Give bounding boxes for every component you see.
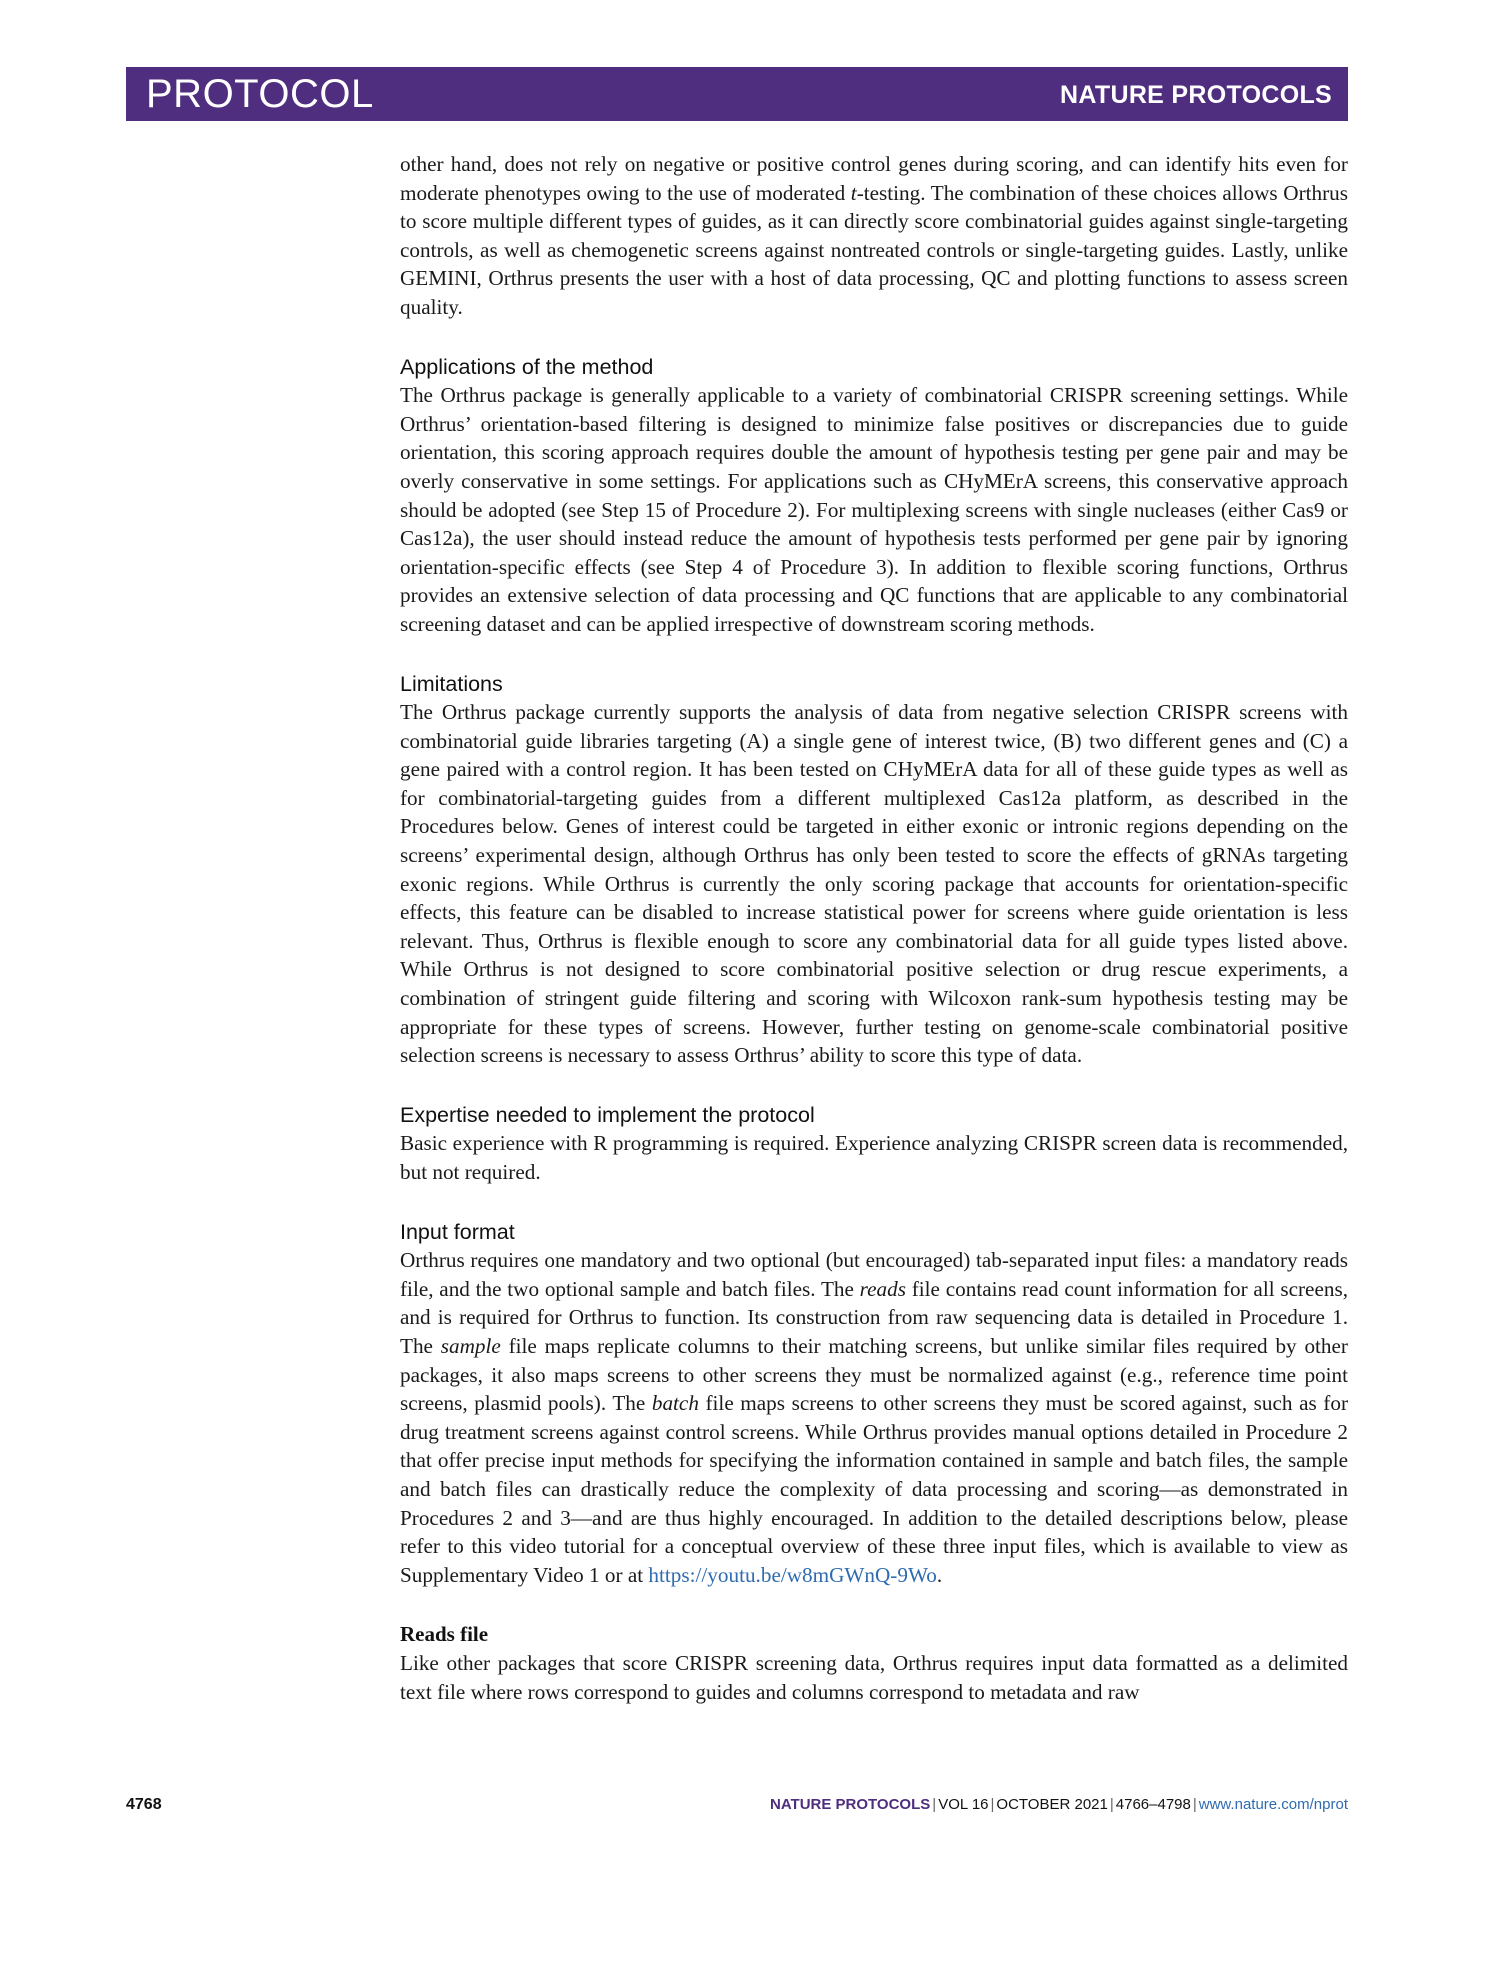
article-body	[400, 150, 1348, 1706]
reads-file-paragraph: Like other packages that score CRISPR screening data, Orthrus requires input data formatted as a delimited text file where rows correspond to guides and columns correspond to metadata and raw	[400, 1650, 1348, 1704]
footer-date: OCTOBER 2021	[996, 1796, 1108, 1813]
expertise-paragraph: Basic experience with R programming is required. Experience analyzing CRISPR screen data is recommended, but not required.	[400, 1131, 1348, 1184]
expertise-section	[400, 1101, 1348, 1187]
footer-url[interactable]: www.nature.com/nprot	[1198, 1796, 1348, 1813]
journal-label: NATURE PROTOCOLS	[1060, 81, 1332, 109]
page-number: 4768	[126, 1796, 162, 1813]
expertise-heading: Expertise needed to implement the protocol	[400, 1102, 815, 1127]
footer-pages: 4766–4798	[1115, 1796, 1191, 1813]
intro-paragraph: other hand, does not rely on negative or positive control genes during scoring, and can identify hits even for moderate phenotypes owing to the use of moderated t-testing. The combination of these choices allows Orthrus to score multiple different types of guides, as it can directly score combinatorial guides against single-targeting controls, as well as chemogenetic screens against nontreated controls or single-targeting guides. Lastly, unlike GEMINI, Orthrus presents the user with a host of data processing, QC and plotting functions to assess screen quality.	[400, 152, 1348, 319]
input-format-paragraph: Orthrus requires one mandatory and two optional (but encouraged) tab-separated input files: a mandatory reads file, and the two optional sample and batch files. The reads file contains read count information for all screens, and is required for Orthrus to function. Its construction from raw sequencing data is detailed in Procedure 1. The sample file maps replicate columns to their matching screens, but unlike similar files required by other packages, it also maps screens to other screens they must be normalized against (e.g., reference time point screens, plasmid pools). The batch file maps screens to other screens they must be scored against, such as for drug treatment screens against control screens. While Orthrus provides manual options detailed in Procedure 2 that offer precise input methods for specifying the information contained in sample and batch files, the sample and batch files can drastically reduce the complexity of data processing and scoring—as demonstrated in Procedures 2 and 3—and are thus highly encouraged. In addition to the detailed descriptions below, please refer to this video tutorial for a conceptual overview of these three input files, which is available to view as Supplementary Video 1 or at https://youtu.be/w8mGWnQ-9Wo.	[400, 1248, 1349, 1587]
applications-section	[400, 353, 1348, 639]
section-label: PROTOCOL	[146, 72, 374, 116]
limitations-heading: Limitations	[400, 671, 503, 696]
limitations-section	[400, 670, 1348, 1070]
reads-file-section	[400, 1620, 1348, 1706]
journal-citation: NATURE PROTOCOLS | VOL 16 | OCTOBER 2021 | 4766–4798 | www.nature.com/nprot	[769, 1796, 1348, 1813]
input-format-heading: Input format	[400, 1219, 515, 1244]
reads-file-heading: Reads file	[400, 1622, 489, 1647]
applications-heading: Applications of the method	[400, 354, 654, 379]
applications-paragraph: The Orthrus package is generally applicable to a variety of combinatorial CRISPR screening settings. While Orthrus’ orientation-based filtering is designed to minimize false positives or discrepancies due to guide orientation, this scoring approach requires double the amount of hypothesis testing per gene pair and may be overly conservative in some settings. For applications such as CHyMErA screens, this conservative approach should be adopted (see Step 15 of Procedure 2). For multiplexing screens with single nucleases (either Cas9 or Cas12a), the user should instead reduce the amount of hypothesis tests performed per gene pair by ignoring orientation-specific effects (see Step 4 of Procedure 3). In addition to flexible scoring functions, Orthrus provides an extensive selection of data processing and QC functions that are applicable to any combinatorial screening dataset and can be applied irrespective of downstream scoring methods.	[400, 383, 1348, 636]
footer-volume: VOL 16	[938, 1796, 989, 1813]
header-bar	[126, 67, 1348, 121]
input-format-section	[400, 1218, 1348, 1590]
footer-journal-name: NATURE PROTOCOLS	[769, 1796, 931, 1813]
video-tutorial-link[interactable]: https://youtu.be/w8mGWnQ-9Wo	[648, 1562, 937, 1587]
limitations-paragraph: The Orthrus package currently supports the analysis of data from negative selection CRISPR screens with combinatorial guide libraries targeting (A) a single gene of interest twice, (B) two different genes and (C) a gene paired with a control region. It has been tested on CHyMErA data for all of these guide types as well as for combinatorial-targeting guides from a different multiplexed Cas12a platform, as described in the Procedures below. Genes of interest could be targeted in either exonic or intronic regions depending on the screens’ experimental design, although Orthrus has only been tested to score the effects of gRNAs targeting exonic regions. While Orthrus is currently the only scoring package that accounts for orientation-specific effects, this feature can be disabled to increase statistical power for screens where guide orientation is less relevant. Thus, Orthrus is flexible enough to score any combinatorial data for all guide types listed above. While Orthrus is not designed to score combinatorial positive selection or drug rescue experiments, a combination of stringent guide filtering and scoring with Wilcoxon rank-sum hypothesis testing may be appropriate for these types of screens. However, further testing on genome-scale combinatorial positive selection screens is necessary to assess Orthrus’ ability to score this type of data.	[400, 700, 1348, 1068]
